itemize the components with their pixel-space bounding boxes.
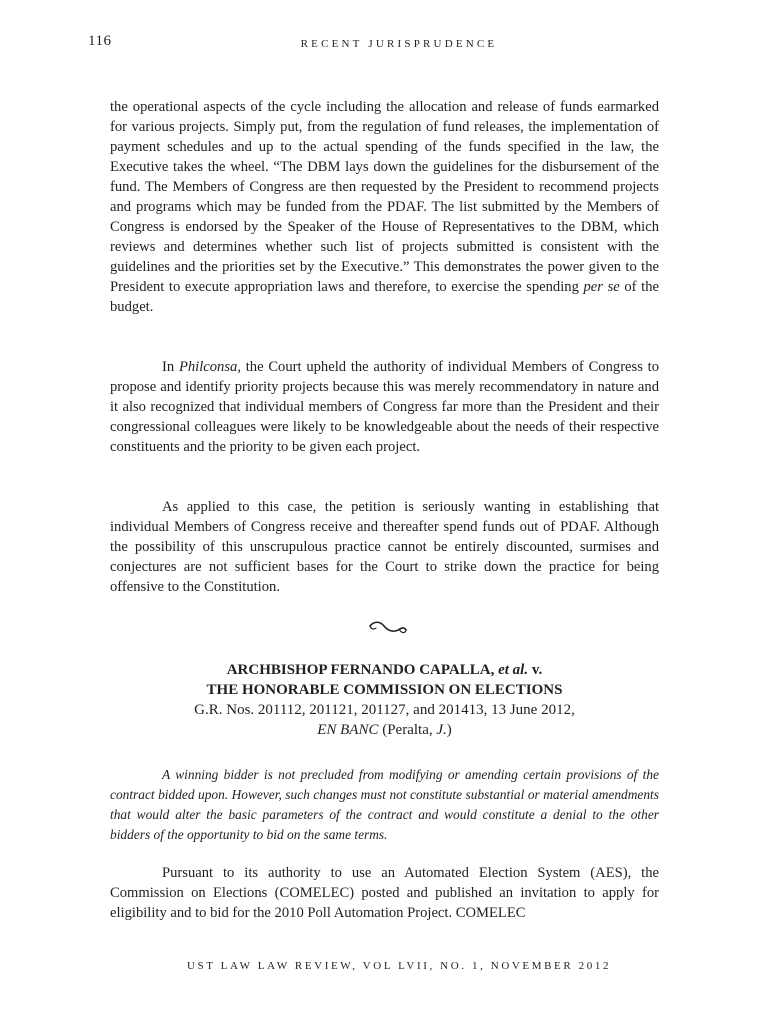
case-en-banc: EN BANC <box>317 722 379 738</box>
case-title-line-1 <box>110 660 659 680</box>
paragraph-1 <box>110 97 659 317</box>
footer-journal-info: UST LAW LAW REVIEW, VOL LVII, NO. 1, NOVEMBER 2012 <box>186 960 612 972</box>
paragraph-4: Pursuant to its authority to use an Automated Election System (AES), the Commission on Elections (COMELEC) posted and published an invitation to apply for eligibility and to bid for the 2010 Poll Automation Project. COMELEC <box>110 865 659 921</box>
case-title-parties: ARCHBISHOP FERNANDO CAPALLA, <box>226 662 495 678</box>
case-title-versus: v. <box>531 662 543 678</box>
running-head-title: RECENT JURISPRUDENCE <box>300 38 498 50</box>
paragraph-2-text: , the Court upheld the authority of individual Members of Congress to propose and identify priority projects because this was merely recommendatory in nature and it also recognized that individual members of Congress far more than the President and their congressional colleagues were likely to be knowledgeable about the needs of their respective constituents and the priority to be given each project. <box>110 359 660 455</box>
paragraph-1-text-end: of the budget. <box>110 279 659 315</box>
case-title-line-2: THE HONORABLE COMMISSION ON ELECTIONS <box>206 682 563 698</box>
case-ponente-j: J. <box>436 722 447 738</box>
page-number: 116 <box>88 33 112 49</box>
paragraph-2-text-start: In <box>162 359 179 375</box>
paragraph-2 <box>110 357 659 457</box>
case-citation: G.R. Nos. 201112, 201121, 201127, and 201413, 13 June 2012, <box>194 702 575 718</box>
case-ponente-open: (Peralta, <box>378 722 437 738</box>
paragraph-2-case-name: Philconsa <box>178 359 238 375</box>
case-heading <box>110 660 659 740</box>
paragraph-3: As applied to this case, the petition is seriously wanting in establishing that individual Members of Congress receive and thereafter spend funds out of PDAF. Although the possibility of this unscrupulous practice cannot be entirely discounted, surmises and conjectures are not sufficient bases for the Court to strike down the practice for being offensive to the Constitution. <box>110 499 659 595</box>
case-holding: A winning bidder is not precluded from modifying or amending certain provisions of the contract bidded upon. However, such changes must not constitute substantial or material amendments that would alter the basic parameters of the contract and would constitute a denial to the other bidders of the opportunity to bid on the same terms. <box>110 767 659 842</box>
paragraph-1-italic-term: per se <box>583 279 620 295</box>
paragraph-1-text: the operational aspects of the cycle including the allocation and release of funds earmarked for various projects. Simply put, from the regulation of fund releases, the implementation of payment schedules and up to the actual spending of the funds specified in the law, the Executive takes the wheel. “The DBM lays down the guidelines for the disbursement of the fund. The Members of Congress are then requested by the President to recommend projects and programs which may be funded from the PDAF. The list submitted by the Members of Congress is endorsed by the Speaker of the House of Representatives to the DBM, which reviews and determines whether such list of projects submitted is consistent with the guidelines and the priorities set by the Executive.” This demonstrates the power given to the President to execute appropriation laws and therefore, to exercise the spending <box>110 99 659 295</box>
case-title-et-al: et al. <box>498 662 529 678</box>
swash-ornament-icon <box>368 617 408 641</box>
case-division-line <box>110 720 659 740</box>
case-ponente-close: ) <box>446 722 452 738</box>
